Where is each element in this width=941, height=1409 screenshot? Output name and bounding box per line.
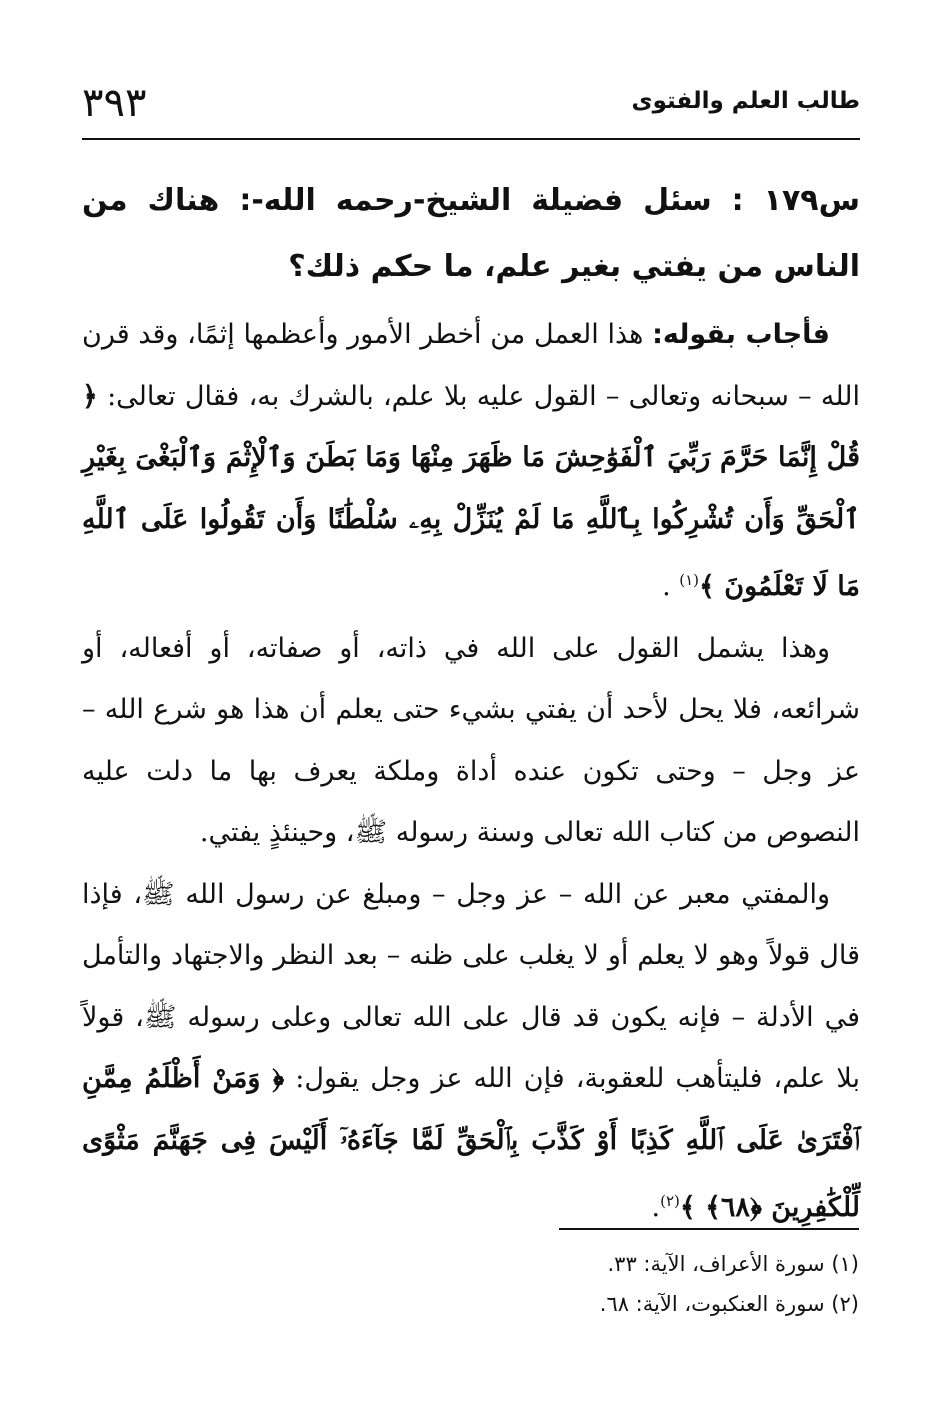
footnote-1: (١) سورة الأعراف، الآية: ٣٣. [607, 1252, 859, 1276]
quran-verse-araf-33: ﴿ قُلْ إِنَّمَا حَرَّمَ رَبِّيَ ٱلْفَوَٰحِشَ مَا ظَهَرَ مِنْهَا وَمَا بَطَنَ وَٱلْإِثْمَ وَٱلْبَغْىَ بِغَيْرِ ٱلْحَقِّ وَأَن تُشْرِكُوا بِٱللَّهِ مَا لَمْ يُنَزِّلْ بِهِۦ سُلْطَٰنًا وَأَن تَقُولُوا عَلَى ٱللَّهِ مَا لَا تَعْلَمُونَ ﴾ [82, 380, 860, 602]
mufti-tail: . [651, 1192, 661, 1223]
answer-text: هذا العمل من أخطر الأمور وأعظمها إثمًا، وقد قرن الله – سبحانه وتعالى – القول عليه بلا علم، بالشرك به، فقال تعالى: [82, 319, 860, 412]
footnote-ref-2: (٢) [660, 1192, 680, 1210]
mufti-text: والمفتي معبر عن الله – عز وجل – ومبلغ عن رسول الله ﷺ، فإذا قال قولاً وهو لا يعلم أو لا يغلب على ظنه – بعد النظر والاجتهاد والتأمل في الأدلة – فإنه يكون قد قال على الله تعالى وعلى رسوله ﷺ، قولاً بلا علم، فليتأهب للعقوبة، فإن الله عز وجل يقول: [82, 878, 860, 1094]
quran-verse-ankabut-68: ﴿ وَمَنْ أَظْلَمُ مِمَّنِ ٱفْتَرَىٰ عَلَى ٱللَّهِ كَذِبًا أَوْ كَذَّبَ بِٱلْحَقِّ لَمَّا جَآءَهُۥٓ أَلَيْسَ فِى جَهَنَّمَ مَثْوًى لِّلْكَٰفِرِينَ ﴿٦٨﴾ ﴾ [82, 1063, 860, 1223]
footnote-divider [559, 1228, 859, 1230]
answer-tail: . [662, 571, 680, 602]
paragraph-mufti [82, 864, 860, 1239]
running-title: طالب العلم والفتوى [631, 88, 860, 114]
answer-lead: فأجاب بقوله: [652, 319, 830, 350]
footnote-2: (٢) سورة العنكبوت، الآية: ٦٨. [599, 1292, 859, 1316]
footnotes [359, 1244, 859, 1324]
page-header [82, 78, 860, 140]
paragraph-scope: وهذا يشمل القول على الله في ذاته، أو صفاته، أو أفعاله، أو شرائعه، فلا يحل لأحد أن يفتي بشيء حتى يعلم أن هذا هو شرع الله – عز وجل – وحتى تكون عنده أداة وملكة يعرف بها ما دلت عليه النصوص من كتاب الله تعالى وسنة رسوله ﷺ، وحينئذٍ يفتي. [82, 632, 860, 848]
main-text [82, 168, 860, 1239]
page-number: ٣٩٣ [82, 80, 147, 126]
answer-paragraph [82, 304, 860, 618]
question-179: س١٧٩ : سئل فضيلة الشيخ-رحمه الله-: هناك من الناس من يفتي بغير علم، ما حكم ذلك؟ [82, 183, 860, 284]
footnote-ref-1: (١) [679, 571, 700, 589]
